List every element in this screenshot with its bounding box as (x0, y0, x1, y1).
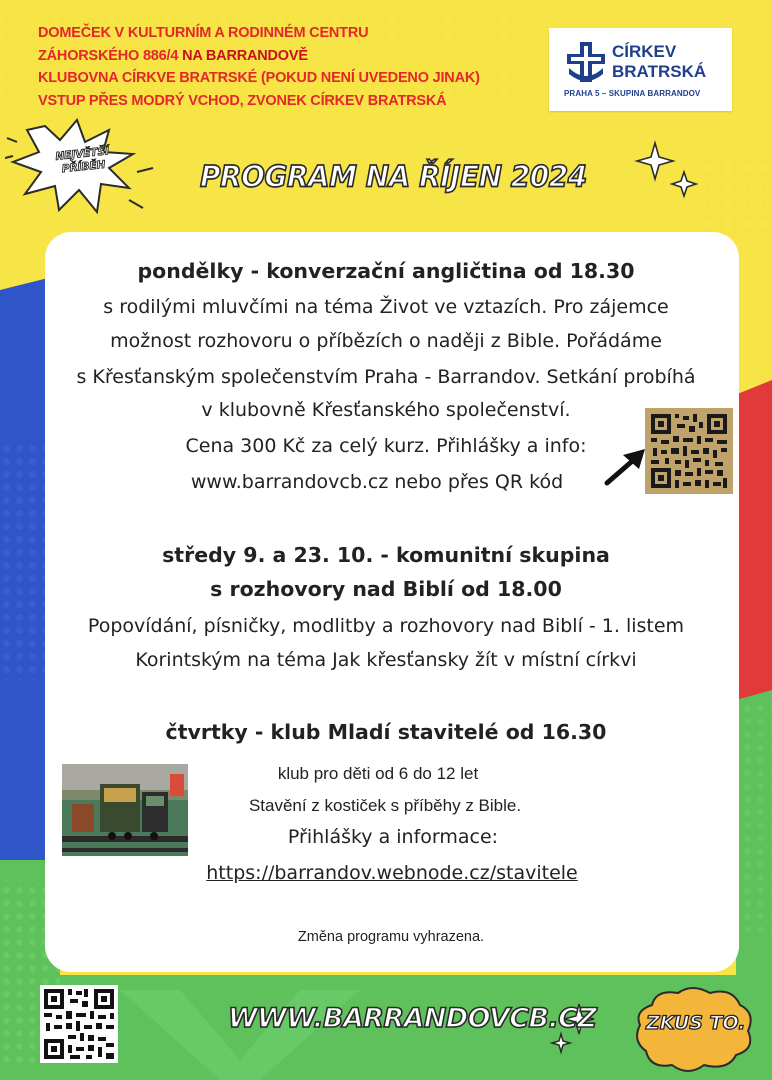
header-line-4: VSTUP PŘES MODRÝ VCHOD, ZVONEK CÍRKEV BRATRSKÁ (38, 92, 447, 109)
wednesday-line: Popovídání, písničky, modlitby a rozhovory nad Biblí - 1. listem (87, 615, 685, 637)
program-note: Změna programu vyhrazena. (297, 929, 485, 945)
thursday-line-3: Přihlášky a informace: (287, 826, 499, 848)
monday-line: www.barrandovcb.cz nebo přes QR kód (190, 471, 564, 493)
page-title: PROGRAM NA ŘÍJEN 2024 (200, 159, 587, 194)
header-line-3: KLUBOVNA CÍRKVE BRATRSKÉ (POKUD NENÍ UVEDENO JINAK) (38, 70, 480, 86)
header-line-2-prefix: ZÁHORSKÉHO 886/4 (38, 47, 183, 64)
thursday-line-2: Stavění z kostiček s příběhy z Bible. (248, 796, 522, 815)
monday-line: s rodilými mluvčími na téma Život ve vztazích. Pro zájemce (103, 296, 669, 318)
logo-line-1: CÍRKEV (612, 42, 677, 61)
burst-line-1: NEJVĚTŠÍ (54, 145, 110, 163)
header-line-2 (38, 45, 480, 68)
footer-qr-code-icon[interactable] (40, 985, 118, 1063)
header-address (38, 22, 480, 112)
church-logo (549, 28, 732, 111)
monday-line: možnost rozhovoru o příbězích o naději z Bible. Pořádáme (110, 330, 662, 352)
monday-heading: pondělky - konverzační angličtina od 18.30 (137, 259, 635, 283)
qr-code-icon[interactable] (645, 408, 733, 494)
cta-text: ZKUS TO. (646, 1012, 746, 1034)
monday-line: s Křesťanským společenstvím Praha - Barrandov. Setkání probíhá (76, 366, 696, 388)
burst-line-2: PŘÍBĚH (61, 158, 106, 176)
arrow-icon (603, 447, 647, 487)
stavitele-link[interactable]: https://barrandov.webnode.cz/stavitele (206, 862, 578, 884)
cross-logo-icon (567, 42, 605, 82)
header-line-2-highlight: NA BARRANDOVĚ (182, 47, 308, 64)
monday-line: Cena 300 Kč za celý kurz. Přihlášky a info: (185, 435, 587, 457)
header-line-1: DOMEČEK V KULTURNÍM A RODINNÉM CENTRU (38, 25, 369, 41)
wednesday-heading-1: středy 9. a 23. 10. - komunitní skupina (162, 543, 610, 567)
wednesday-line: Korintským na téma Jak křesťansky žít v místní církvi (135, 649, 637, 671)
wednesday-heading-2: s rozhovory nad Biblí od 18.00 (210, 577, 562, 601)
thursday-line-1: klub pro děti od 6 do 12 let (277, 764, 479, 783)
footer-website[interactable]: WWW.BARRANDOVCB.CZ (228, 1003, 597, 1034)
monday-line: v klubovně Křesťanského společenství. (201, 399, 571, 421)
logo-name (612, 42, 706, 82)
logo-subtitle: PRAHA 5 – SKUPINA BARRANDOV (564, 89, 701, 98)
logo-line-2: BRATRSKÁ (612, 62, 707, 81)
thursday-heading: čtvrtky - klub Mladí stavitelé od 16.30 (165, 720, 607, 744)
